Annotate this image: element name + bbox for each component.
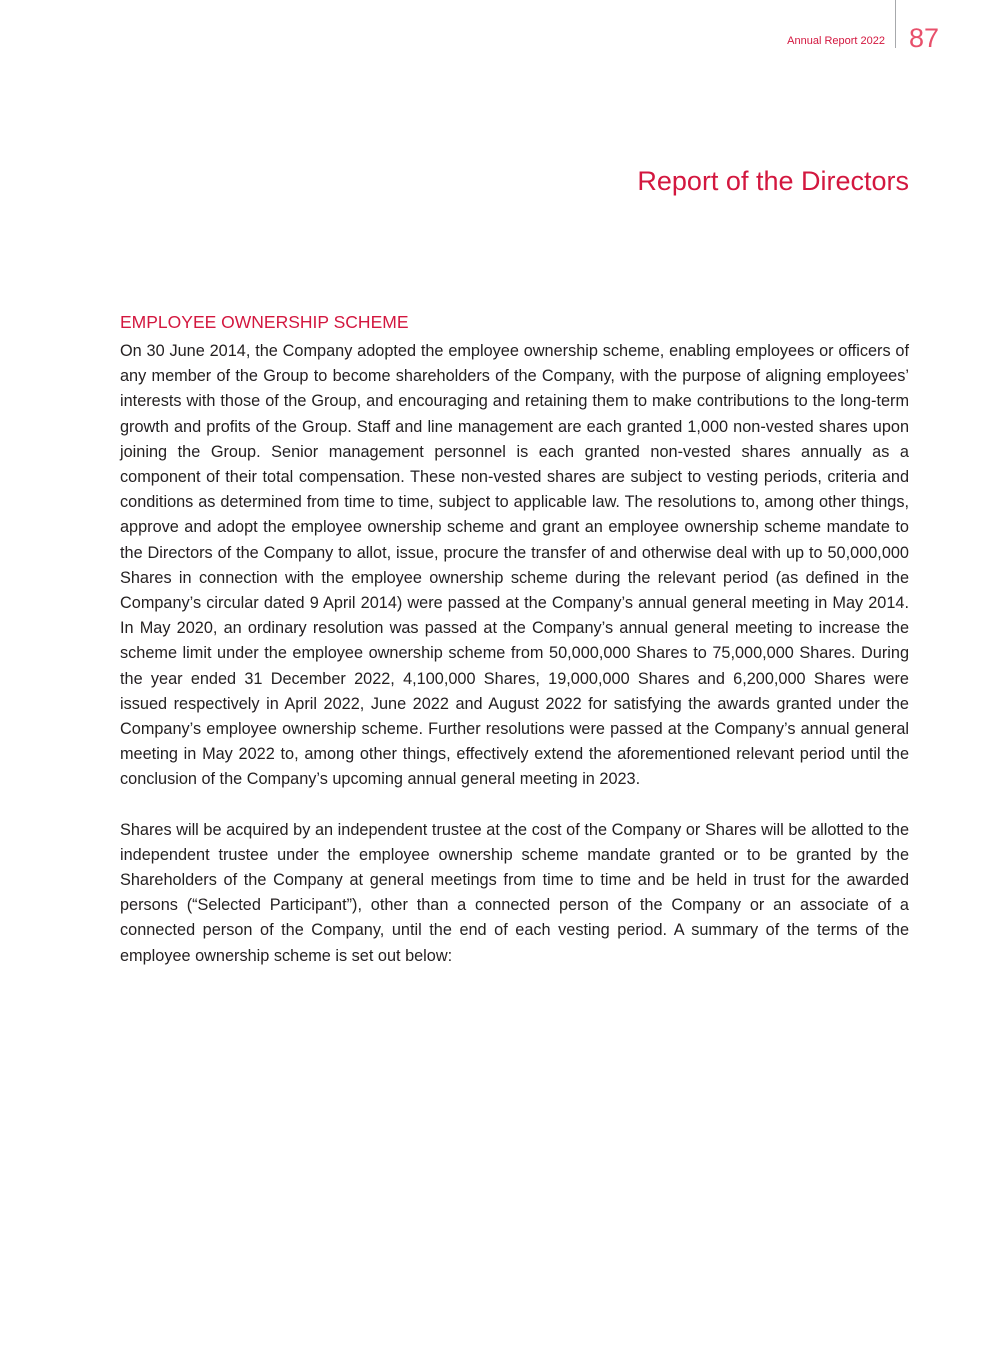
section-heading: EMPLOYEE OWNERSHIP SCHEME <box>120 312 409 332</box>
page-title: Report of the Directors <box>637 166 909 196</box>
body-paragraph-2: Shares will be acquired by an independent trustee at the cost of the Company or Shares will be allotted to the independent trustee under the employee ownership scheme mandate granted or to be granted by the Shareholders of the Company at general meetings from time to time and be held in trust for the awarded persons (“Selected Participant”), other than a connected person of the Company or an associate of a connected person of the Company, until the end of each vesting period. A summary of the terms of the employee ownership scheme is set out below: <box>120 820 909 965</box>
employee-ownership-section <box>120 311 909 994</box>
body-paragraph-1: On 30 June 2014, the Company adopted the employee ownership scheme, enabling employees or officers of any member of the Group to become shareholders of the Company, with the purpose of aligning employees’ interests with those of the Group, and encouraging and retaining them to make contributions to the long-term growth and profits of the Group. Staff and line management are each granted 1,000 non-vested shares upon joining the Group. Senior management personnel is each granted non-vested shares annually as a component of their total compensation. These non-vested shares are subject to vesting periods, criteria and conditions as determined from time to time, subject to applicable law. The resolutions to, among other things, approve and adopt the employee ownership scheme and grant an employee ownership scheme mandate to the Directors of the Company to allot, issue, procure the transfer of and otherwise deal with up to 50,000,000 Shares in connection with the employee ownership scheme during the relevant period (as defined in the Company’s circular dated 9 April 2014) were passed at the Company’s annual general meeting in May 2014. In May 2020, an ordinary resolution was passed at the Company’s annual general meeting to increase the scheme limit under the employee ownership scheme from 50,000,000 Shares to 75,000,000 Shares. During the year ended 31 December 2022, 4,100,000 Shares, 19,000,000 Shares and 6,200,000 Shares were issued respectively in April 2022, June 2022 and August 2022 for satisfying the awards granted under the Company’s employee ownership scheme. Further resolutions were passed at the Company’s annual general meeting in May 2022 to, among other things, effectively extend the aforementioned relevant period until the conclusion of the Company’s upcoming annual general meeting in 2023. <box>120 342 909 789</box>
report-label: Annual Report 2022 <box>787 35 885 47</box>
page-number: 87 <box>909 23 940 53</box>
page-header <box>0 0 1006 60</box>
header-divider <box>895 0 896 48</box>
